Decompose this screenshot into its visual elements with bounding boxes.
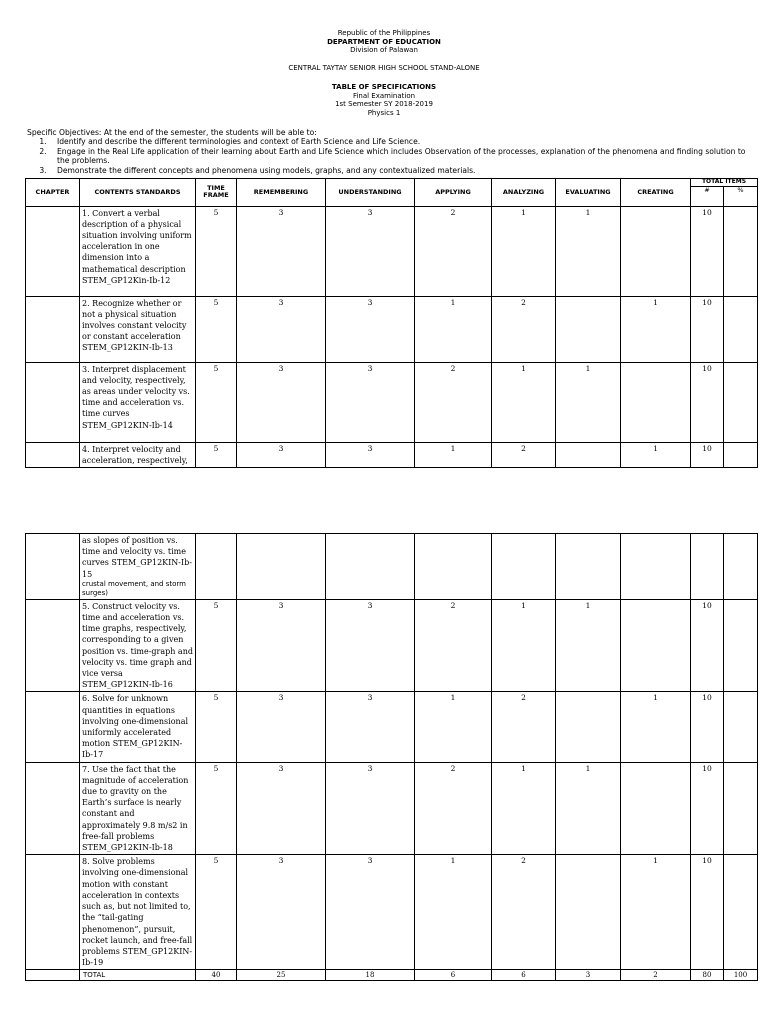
- items-count-cell: 10: [691, 362, 724, 442]
- creating-cell: 1: [621, 855, 691, 970]
- remembering-cell: 3: [237, 362, 326, 442]
- table-row: [26, 855, 758, 970]
- applying-cell: 2: [415, 599, 492, 692]
- items-percent-cell: [724, 442, 758, 467]
- table-row: [26, 362, 758, 442]
- total-label: TOTAL: [80, 970, 196, 981]
- document-header: [0, 29, 768, 55]
- total-evaluating: 3: [556, 970, 621, 981]
- col-contents: CONTENTS STANDARDS: [80, 179, 196, 207]
- col-total-items: TOTAL ITEMS: [691, 179, 758, 187]
- items-percent-cell: [724, 599, 758, 692]
- semester-line: 1st Semester SY 2018-2019: [335, 100, 433, 109]
- time-frame-cell: 5: [196, 599, 237, 692]
- remembering-cell: 3: [237, 296, 326, 362]
- content-standard-cell: 7. Use the fact that the magnitude of acceleration due to gravity on the Earth’s surface is nearly constant and approximately 9.8 m/s2 in free-fall problems STEM_GP12KIN-Ib-18: [80, 762, 196, 855]
- applying-cell: 1: [415, 692, 492, 762]
- time-frame-cell: 5: [196, 442, 237, 467]
- applying-cell: 2: [415, 206, 492, 296]
- col-time-frame: TIME FRAME: [196, 179, 237, 207]
- chapter-cell: [26, 855, 80, 970]
- col-creating: CREATING: [621, 179, 691, 207]
- creating-cell: 1: [621, 442, 691, 467]
- creating-cell: [621, 206, 691, 296]
- remembering-cell: 3: [237, 206, 326, 296]
- understanding-cell: 3: [326, 599, 415, 692]
- remembering-cell: 3: [237, 855, 326, 970]
- analyzing-cell: 1: [492, 206, 556, 296]
- applying-cell: 1: [415, 442, 492, 467]
- remembering-cell: [237, 534, 326, 600]
- evaluating-cell: [556, 442, 621, 467]
- creating-cell: 1: [621, 296, 691, 362]
- school-name: CENTRAL TAYTAY SENIOR HIGH SCHOOL STAND-ALONE: [288, 64, 480, 72]
- table-row: [26, 442, 758, 467]
- content-standard-cell: 6. Solve for unknown quantities in equations involving one-dimensional uniformly accelerated motion STEM_GP12KIN-Ib-17: [80, 692, 196, 762]
- time-frame-cell: 5: [196, 855, 237, 970]
- total-items-count: 80: [691, 970, 724, 981]
- specifications-table-page-1: [25, 178, 758, 468]
- analyzing-cell: 2: [492, 442, 556, 467]
- evaluating-cell: [556, 692, 621, 762]
- items-percent-cell: [724, 762, 758, 855]
- chapter-cell: [26, 442, 80, 467]
- continued-extra-text: crustal movement, and storm surges): [82, 579, 186, 597]
- total-analyzing: 6: [492, 970, 556, 981]
- division-line: Division of Palawan: [350, 46, 418, 55]
- col-analyzing: ANALYZING: [492, 179, 556, 207]
- objective-item: 1. Identify and describe the different terminologies and context of Earth Science and Life Science.: [49, 137, 747, 146]
- col-chapter: CHAPTER: [26, 179, 80, 207]
- chapter-cell: [26, 762, 80, 855]
- creating-cell: [621, 762, 691, 855]
- understanding-cell: 3: [326, 855, 415, 970]
- items-percent-cell: [724, 692, 758, 762]
- analyzing-cell: 2: [492, 855, 556, 970]
- col-understanding: UNDERSTANDING: [326, 179, 415, 207]
- total-time-frame: 40: [196, 970, 237, 981]
- chapter-cell: [26, 970, 80, 981]
- time-frame-cell: 5: [196, 296, 237, 362]
- department-line: DEPARTMENT OF EDUCATION: [327, 37, 441, 46]
- header-row-top: [26, 179, 758, 187]
- total-row: [26, 970, 758, 981]
- creating-cell: [621, 534, 691, 600]
- content-standard-cell: 8. Solve problems involving one-dimensional motion with constant acceleration in contexts such as, but not limited to, the “tail-gating phenomenon”, pursuit, rocket launch, and free-fall problems STEM_GP12KIN-Ib-19: [80, 855, 196, 970]
- understanding-cell: 3: [326, 442, 415, 467]
- items-count-cell: 10: [691, 599, 724, 692]
- document-title: TABLE OF SPECIFICATIONS: [331, 83, 437, 91]
- continued-content-text: as slopes of position vs. time and velocity vs. time curves STEM_GP12KIN-Ib-15: [82, 536, 192, 579]
- creating-cell: [621, 362, 691, 442]
- items-percent-cell: [724, 206, 758, 296]
- table-row: [26, 296, 758, 362]
- evaluating-cell: 1: [556, 362, 621, 442]
- analyzing-cell: 1: [492, 599, 556, 692]
- total-items-percent: 100: [724, 970, 758, 981]
- evaluating-cell: [556, 855, 621, 970]
- chapter-cell: [26, 692, 80, 762]
- col-percent: %: [724, 186, 758, 206]
- applying-cell: 2: [415, 762, 492, 855]
- content-standard-cell: 5. Construct velocity vs. time and acceleration vs. time graphs, respectively, corresponding to a given position vs. time-graph and velocity vs. time graph and vice versa STEM_GP12KIN-Ib-16: [80, 599, 196, 692]
- items-percent-cell: [724, 296, 758, 362]
- understanding-cell: 3: [326, 762, 415, 855]
- col-remembering: REMEMBERING: [237, 179, 326, 207]
- items-count-cell: 10: [691, 206, 724, 296]
- applying-cell: 1: [415, 855, 492, 970]
- chapter-cell: [26, 206, 80, 296]
- evaluating-cell: [556, 296, 621, 362]
- time-frame-cell: 5: [196, 762, 237, 855]
- total-remembering: 25: [237, 970, 326, 981]
- understanding-cell: 3: [326, 692, 415, 762]
- total-creating: 2: [621, 970, 691, 981]
- specifications-table-page-2: [25, 533, 758, 981]
- title-block: [0, 83, 768, 117]
- items-percent-cell: [724, 534, 758, 600]
- remembering-cell: 3: [237, 762, 326, 855]
- content-standard-cell: 3. Interpret displacement and velocity, respectively, as areas under velocity vs. time and acceleration vs. time curves STEM_GP12KIN-Ib-14: [80, 362, 196, 442]
- col-evaluating: EVALUATING: [556, 179, 621, 207]
- table-row-continued: [26, 534, 758, 600]
- table-row: [26, 599, 758, 692]
- remembering-cell: 3: [237, 692, 326, 762]
- understanding-cell: 3: [326, 206, 415, 296]
- table-row: [26, 206, 758, 296]
- content-standard-cell: [80, 534, 196, 600]
- remembering-cell: 3: [237, 599, 326, 692]
- evaluating-cell: 1: [556, 762, 621, 855]
- understanding-cell: 3: [326, 296, 415, 362]
- analyzing-cell: 2: [492, 692, 556, 762]
- total-understanding: 18: [326, 970, 415, 981]
- content-standard-cell: 2. Recognize whether or not a physical situation involves constant velocity or constant acceleration STEM_GP12KIN-Ib-13: [80, 296, 196, 362]
- objectives-intro: Specific Objectives: At the end of the semester, the students will be able to:: [27, 128, 317, 137]
- time-frame-cell: 5: [196, 362, 237, 442]
- items-count-cell: 10: [691, 692, 724, 762]
- understanding-cell: 3: [326, 362, 415, 442]
- exam-line: Final Examination: [352, 91, 416, 100]
- total-applying: 6: [415, 970, 492, 981]
- items-percent-cell: [724, 362, 758, 442]
- objective-item: 3. Demonstrate the different concepts and phenomena using models, graphs, and any contextualized materials.: [49, 166, 747, 175]
- time-frame-cell: [196, 534, 237, 600]
- col-applying: APPLYING: [415, 179, 492, 207]
- subject-line: Physics 1: [367, 108, 401, 117]
- chapter-cell: [26, 362, 80, 442]
- analyzing-cell: [492, 534, 556, 600]
- items-count-cell: [691, 534, 724, 600]
- creating-cell: [621, 599, 691, 692]
- creating-cell: 1: [621, 692, 691, 762]
- applying-cell: 1: [415, 296, 492, 362]
- remembering-cell: 3: [237, 442, 326, 467]
- time-frame-cell: 5: [196, 692, 237, 762]
- content-standard-cell: 1. Convert a verbal description of a physical situation involving uniform acceleration in one dimension into a mathematical description STEM_GP12Kin-Ib-12: [80, 206, 196, 296]
- applying-cell: 2: [415, 362, 492, 442]
- specific-objectives: [27, 128, 747, 175]
- content-standard-cell: 4. Interpret velocity and acceleration, respectively,: [80, 442, 196, 467]
- items-count-cell: 10: [691, 762, 724, 855]
- table-row: [26, 762, 758, 855]
- applying-cell: [415, 534, 492, 600]
- analyzing-cell: 1: [492, 762, 556, 855]
- table-row: [26, 692, 758, 762]
- objective-item: 2. Engage in the Real Life application of their learning about Earth and Life Science which includes Observation of the processes, explanation of the phenomena and finding solution to the problems.: [49, 147, 747, 166]
- evaluating-cell: 1: [556, 599, 621, 692]
- analyzing-cell: 1: [492, 362, 556, 442]
- time-frame-cell: 5: [196, 206, 237, 296]
- items-count-cell: 10: [691, 296, 724, 362]
- evaluating-cell: 1: [556, 206, 621, 296]
- chapter-cell: [26, 599, 80, 692]
- items-percent-cell: [724, 855, 758, 970]
- understanding-cell: [326, 534, 415, 600]
- col-count: #: [691, 186, 724, 206]
- items-count-cell: 10: [691, 855, 724, 970]
- items-count-cell: 10: [691, 442, 724, 467]
- evaluating-cell: [556, 534, 621, 600]
- republic-line: Republic of the Philippines: [337, 29, 431, 37]
- chapter-cell: [26, 534, 80, 600]
- analyzing-cell: 2: [492, 296, 556, 362]
- objectives-list: [27, 137, 747, 175]
- chapter-cell: [26, 296, 80, 362]
